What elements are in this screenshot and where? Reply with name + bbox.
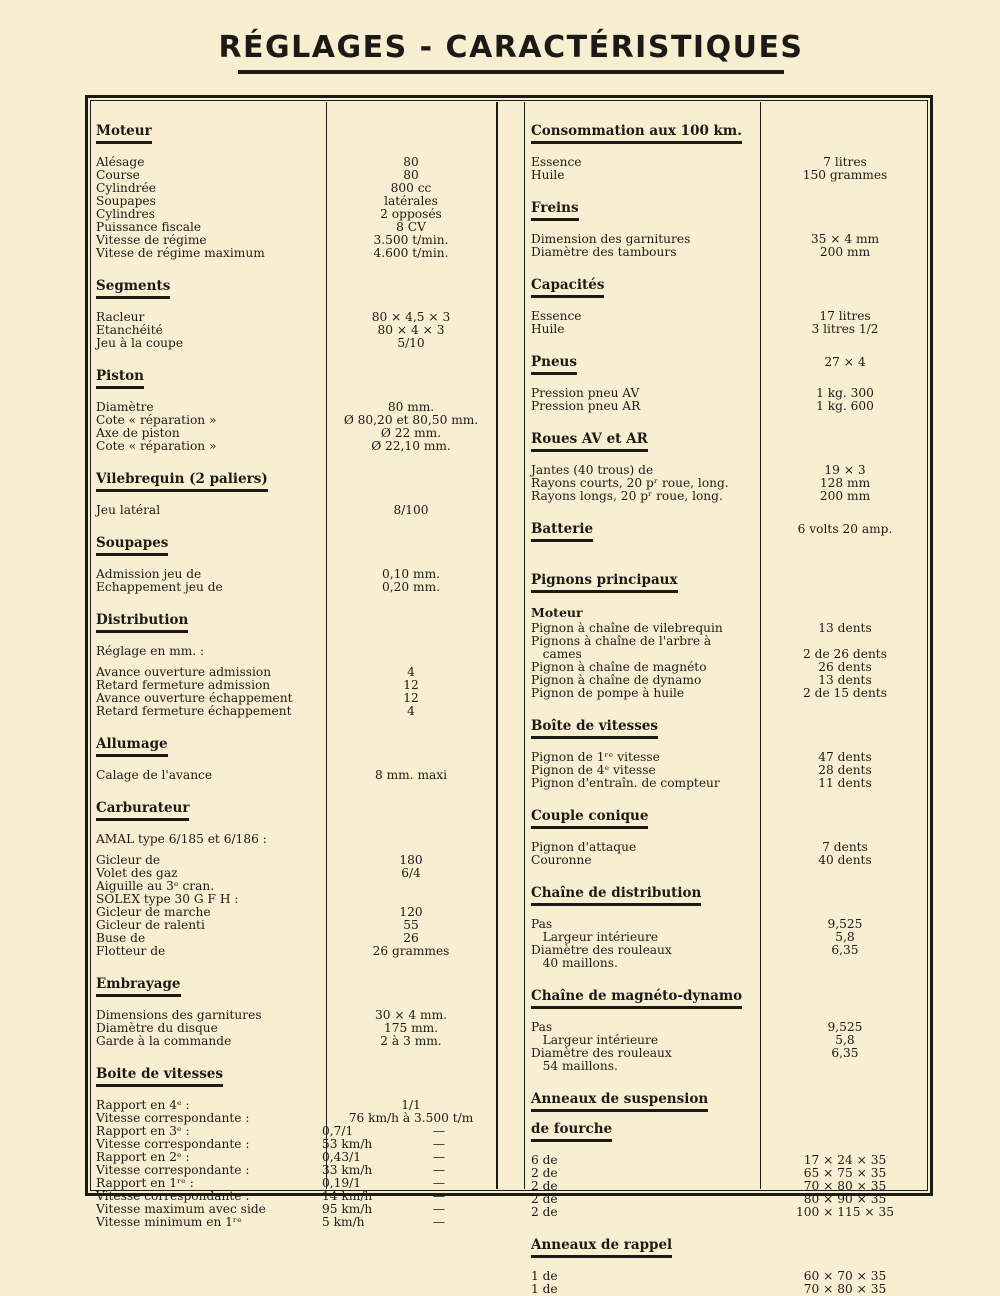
spec-row: [531, 169, 926, 182]
section: [96, 532, 496, 594]
section-heading: Pignons principaux: [531, 571, 678, 593]
spec-label: Pression pneu AV: [531, 386, 640, 400]
spec-label: Puissance fiscale: [96, 220, 202, 234]
section-heading-wrap: [96, 733, 496, 769]
section-rows: [96, 1009, 496, 1048]
spec-row: [96, 919, 496, 932]
section-rows: [531, 464, 926, 503]
section-heading: Boîte de vitesses: [531, 717, 658, 739]
section-heading: Consommation aux 100 km.: [531, 122, 742, 144]
spec-label: 2 de: [531, 1166, 558, 1180]
spec-value: 70 × 80 × 35: [803, 1282, 887, 1296]
section-rows: [531, 387, 926, 413]
spec-value: 30 × 4 mm.: [374, 1008, 448, 1022]
section-rows: [96, 833, 496, 958]
spec-label: Avance ouverture admission: [96, 665, 272, 679]
section-heading-wrap: [531, 715, 926, 751]
spec-value: 80 × 4,5 × 3: [371, 310, 451, 324]
spec-label: Vitesse minimum en 1ʳᵉ: [96, 1215, 242, 1229]
spec-label: Vitesse correspondante :: [96, 1163, 250, 1177]
section-heading-continued: de fourche: [531, 1120, 612, 1142]
section-heading: Distribution: [96, 611, 188, 633]
spec-label: Pignons à chaîne de l'arbre à: [531, 634, 712, 648]
spec-value: 40 dents: [818, 853, 872, 867]
section: [96, 120, 496, 260]
section-rows: [96, 645, 496, 718]
spec-value: 5,8: [835, 1033, 855, 1047]
section-heading: Chaîne de distribution: [531, 884, 701, 906]
spec-value: 2 opposés: [380, 207, 442, 221]
section-rows: [531, 751, 926, 790]
spec-label: Jeu latéral: [96, 503, 161, 517]
spec-label: Flotteur de: [96, 944, 166, 958]
spec-label: Avance ouverture échappement: [96, 691, 293, 705]
spec-label: Essence: [531, 155, 582, 169]
spec-value: 3 litres 1/2: [811, 322, 879, 336]
section-heading: Couple conique: [531, 807, 648, 829]
spec-label: Etanchéité: [96, 323, 163, 337]
spec-label: Cylindres: [96, 207, 155, 221]
spec-label: Soupapes: [96, 194, 156, 208]
spec-row: [531, 854, 926, 867]
spec-value: 175 mm.: [383, 1021, 439, 1035]
spec-row: [96, 1216, 496, 1229]
section: [531, 428, 926, 503]
spec-label: Pignon à chaîne de magnéto: [531, 660, 707, 674]
section-rows: [96, 504, 496, 517]
spec-label: Dimensions des garnitures: [96, 1008, 262, 1022]
spec-label: Dimension des garnitures: [531, 232, 691, 246]
spec-label: Pression pneu AR: [531, 399, 641, 413]
spec-row: [96, 440, 496, 453]
spec-row: [96, 1035, 496, 1048]
spec-label: Diamètre du disque: [96, 1021, 218, 1035]
spec-label: Couronne: [531, 853, 592, 867]
spec-label: AMAL type 6/185 et 6/186 :: [96, 832, 267, 846]
spec-value: 80 mm.: [387, 400, 435, 414]
spec-value: 8/100: [393, 503, 429, 517]
spec-value: 7 litres: [823, 155, 867, 169]
section: [531, 985, 926, 1073]
spec-value: 1/1: [401, 1098, 421, 1112]
section: [96, 973, 496, 1048]
section-heading: Boite de vitesses: [96, 1065, 223, 1087]
left-column: [96, 112, 496, 1229]
section-heading-wrap: [531, 428, 926, 464]
spec-label: Garde à la commande: [96, 1034, 232, 1048]
section-heading-wrap: [531, 569, 926, 605]
spec-label: Diamètre des rouleaux: [531, 1046, 672, 1060]
spec-dash: —: [432, 1163, 446, 1177]
spec-label: Huile: [531, 322, 565, 336]
spec-label: 6 de: [531, 1153, 558, 1167]
section-heading: Allumage: [96, 735, 168, 757]
spec-label: Buse de: [96, 931, 146, 945]
section-heading: Vilebrequin (2 paliers): [96, 470, 268, 492]
spec-label: Pignon de pompe à huile: [531, 686, 685, 700]
spec-label: Cote « réparation »: [96, 413, 217, 427]
spec-value: 0,20 mm.: [382, 580, 440, 594]
spec-value: 1 kg. 600: [816, 399, 874, 413]
spec-label: Cote « réparation »: [96, 439, 217, 453]
section-inline-value: 6 volts 20 amp.: [797, 522, 893, 536]
spec-dash: —: [432, 1202, 446, 1216]
section-rows: [531, 622, 926, 700]
spec-label: Diamètre des rouleaux: [531, 943, 672, 957]
section-rows: [531, 233, 926, 259]
spec-label: Volet des gaz: [96, 866, 178, 880]
spec-row: [531, 246, 926, 259]
spec-label: Pignon à chaîne de dynamo: [531, 673, 702, 687]
section-heading: Segments: [96, 277, 170, 299]
section-heading: Piston: [96, 367, 144, 389]
spec-value: 13 dents: [818, 621, 872, 635]
spec-row: [531, 687, 926, 700]
section-heading-wrap: [96, 120, 496, 156]
spec-value: 95 km/h: [322, 1202, 373, 1216]
spec-label: Vitesse de régime: [96, 233, 207, 247]
spec-label: Cylindrée: [96, 181, 156, 195]
spec-value: 120: [399, 905, 423, 919]
spec-value: 17 litres: [819, 309, 871, 323]
spec-label: Rayons longs, 20 pʳ roue, long.: [531, 489, 723, 503]
spec-row: [96, 833, 496, 846]
spec-value: 80 × 4 × 3: [377, 323, 445, 337]
spec-label: Retard fermeture admission: [96, 678, 271, 692]
section-heading: Soupapes: [96, 534, 168, 556]
spec-row: [96, 337, 496, 350]
section-rows: [531, 1270, 926, 1296]
spec-value: Ø 22 mm.: [380, 426, 442, 440]
spec-row: [531, 400, 926, 413]
spec-label: Réglage en mm. :: [96, 644, 205, 658]
spec-value: 3.500 t/min.: [373, 233, 449, 247]
section: [96, 1063, 496, 1229]
spec-label: 40 maillons.: [531, 956, 618, 970]
section-heading-wrap: [96, 1063, 496, 1099]
spec-value: 60 × 70 × 35: [803, 1269, 887, 1283]
spec-value: 0,10 mm.: [382, 567, 440, 581]
section-subheading: Moteur: [531, 605, 583, 620]
spec-row: [531, 1206, 926, 1219]
section-heading: Anneaux de rappel: [531, 1236, 672, 1258]
spec-value: 8 mm. maxi: [374, 768, 448, 782]
spec-value: 65 × 75 × 35: [803, 1166, 887, 1180]
spec-value: 0,19/1: [322, 1176, 361, 1190]
section: [531, 518, 926, 554]
spec-value: 4: [407, 665, 415, 679]
spec-row: [96, 247, 496, 260]
center-divider: [496, 102, 498, 1189]
spec-dash: —: [432, 1137, 446, 1151]
spec-dash: —: [432, 1189, 446, 1203]
spec-value: 53 km/h: [322, 1137, 373, 1151]
spec-value: 33 km/h: [322, 1163, 373, 1177]
spec-label: Course: [96, 168, 140, 182]
spec-value: 128 mm: [819, 476, 871, 490]
section-heading-wrap: [531, 274, 926, 310]
spec-label: Rapport en 4ᵉ :: [96, 1098, 190, 1112]
spec-row: [96, 705, 496, 718]
spec-value: 35 × 4 mm: [810, 232, 880, 246]
spec-value: 11 dents: [818, 776, 872, 790]
section-heading-wrap: [96, 468, 496, 504]
spec-label: Racleur: [96, 310, 145, 324]
spec-value: 80 × 90 × 35: [803, 1192, 887, 1206]
section-heading: Batterie: [531, 520, 593, 542]
spec-value: 800 cc: [390, 181, 432, 195]
section-heading-wrap: [96, 365, 496, 401]
spec-dash: —: [432, 1150, 446, 1164]
section-heading-wrap: [531, 351, 926, 387]
section-heading-wrap: [531, 805, 926, 841]
section: [531, 274, 926, 336]
spec-label: Jantes (40 trous) de: [531, 463, 654, 477]
spec-label: Pignon d'attaque: [531, 840, 637, 854]
spec-label: Retard fermeture échappement: [96, 704, 292, 718]
spec-label: 2 de: [531, 1179, 558, 1193]
spec-value: 14 km/h: [322, 1189, 373, 1203]
section-inline-value: 27 × 4: [824, 355, 866, 369]
spec-label: Echappement jeu de: [96, 580, 223, 594]
section-heading: Moteur: [96, 122, 152, 144]
spec-value: 70 × 80 × 35: [803, 1179, 887, 1193]
spec-value: 100 × 115 × 35: [796, 1205, 894, 1219]
section-heading-wrap: [531, 1234, 926, 1270]
spec-label: Pignon à chaîne de vilebrequin: [531, 621, 723, 635]
section-heading-wrap: [531, 1088, 926, 1118]
spec-value: 9,525: [827, 917, 863, 931]
spec-value: 17 × 24 × 35: [803, 1153, 887, 1167]
spec-row: [96, 645, 496, 658]
section-heading-wrap: [531, 882, 926, 918]
spec-dash: —: [432, 1124, 446, 1138]
section: [531, 351, 926, 413]
spec-label: Rayons courts, 20 pʳ roue, long.: [531, 476, 729, 490]
section-heading-wrap: [96, 609, 496, 645]
spec-value: 8 CV: [396, 220, 426, 234]
spec-label: Axe de piston: [96, 426, 180, 440]
section-heading-wrap: [96, 973, 496, 1009]
spec-value: 1 kg. 300: [816, 386, 874, 400]
section: [531, 569, 926, 700]
spec-label: Pas: [531, 917, 553, 931]
spec-value: 28 dents: [818, 763, 872, 777]
spec-row: [531, 490, 926, 503]
section: [96, 365, 496, 453]
spec-value: 26 grammes: [372, 944, 450, 958]
spec-row: [96, 169, 496, 182]
section-heading: Anneaux de suspension: [531, 1090, 708, 1112]
right-column: [531, 112, 926, 1296]
spec-row: [96, 769, 496, 782]
section-heading-wrap: [531, 518, 926, 554]
section: [531, 1088, 926, 1219]
section-rows: [531, 156, 926, 182]
spec-value: 47 dents: [818, 750, 872, 764]
spec-label: Largeur intérieure: [531, 1033, 659, 1047]
section: [96, 468, 496, 517]
spec-row: [96, 581, 496, 594]
spec-dash: —: [432, 1215, 446, 1229]
spec-label: Aiguille au 3ᵉ cran.: [96, 879, 215, 893]
spec-label: Rapport en 2ᵉ :: [96, 1150, 190, 1164]
section: [531, 882, 926, 970]
spec-label: 2 de: [531, 1205, 558, 1219]
spec-row: [96, 156, 496, 169]
spec-label: Largeur intérieure: [531, 930, 659, 944]
section: [531, 1234, 926, 1296]
spec-value: 12: [403, 691, 419, 705]
spec-label: Gicleur de marche: [96, 905, 211, 919]
section-heading-wrap: [531, 197, 926, 233]
spec-value: 19 × 3: [824, 463, 866, 477]
section-heading-wrap: [96, 275, 496, 311]
spec-row: [531, 1060, 926, 1073]
section-heading: Chaîne de magnéto-dynamo: [531, 987, 742, 1009]
spec-label: Huile: [531, 168, 565, 182]
spec-value: 12: [403, 678, 419, 692]
spec-value: 2 de 26 dents: [803, 647, 887, 661]
spec-row: [531, 777, 926, 790]
title-underline: [238, 70, 784, 74]
spec-label: Pignon de 4ᵉ vitesse: [531, 763, 656, 777]
section-rows: [531, 841, 926, 867]
spec-label: Vitesse correspondante :: [96, 1189, 250, 1203]
section-heading-wrap: [531, 985, 926, 1021]
spec-value: 80: [403, 168, 419, 182]
spec-label: Vitesse correspondante :: [96, 1111, 250, 1125]
spec-label: SOLEX type 30 G F H :: [96, 892, 239, 906]
section-heading-wrap: [96, 532, 496, 568]
section: [96, 275, 496, 350]
section-rows: [531, 310, 926, 336]
center-divider-inner: [524, 102, 525, 1189]
spec-value: 200 mm: [819, 245, 871, 259]
section-rows: [96, 769, 496, 782]
spec-label: 2 de: [531, 1192, 558, 1206]
spec-value: 180: [399, 853, 423, 867]
section-heading: Embrayage: [96, 975, 181, 997]
spec-value: 5/10: [397, 336, 425, 350]
section-rows: [531, 1021, 926, 1073]
spec-value: 80: [403, 155, 419, 169]
section-heading: Pneus: [531, 353, 577, 375]
section-rows: [96, 311, 496, 350]
spec-value: 7 dents: [822, 840, 868, 854]
section: [96, 733, 496, 782]
spec-label: Diamètre des tambours: [531, 245, 677, 259]
section-rows: [531, 1154, 926, 1219]
spec-row: [531, 1283, 926, 1296]
section: [531, 120, 926, 182]
spec-label: Admission jeu de: [96, 567, 202, 581]
section-rows: [96, 401, 496, 453]
spec-label: Pas: [531, 1020, 553, 1034]
spec-value: 6,35: [831, 1046, 859, 1060]
section-rows: [96, 568, 496, 594]
spec-label: Gicleur de ralenti: [96, 918, 205, 932]
spec-value: 200 mm: [819, 489, 871, 503]
spec-label: Vitesse maximum avec side: [96, 1202, 266, 1216]
section-heading: Freins: [531, 199, 579, 221]
section-heading-wrap: [96, 797, 496, 833]
spec-label: Pignon de 1ʳᵉ vitesse: [531, 750, 660, 764]
spec-value: 55: [403, 918, 419, 932]
spec-value: 150 grammes: [802, 168, 888, 182]
spec-label: Alésage: [96, 155, 145, 169]
spec-value: Ø 80,20 et 80,50 mm.: [343, 413, 479, 427]
spec-row: [531, 1270, 926, 1283]
spec-label: Pignon d'entraîn. de compteur: [531, 776, 720, 790]
spec-value: 9,525: [827, 1020, 863, 1034]
section: [531, 805, 926, 867]
spec-label: Vitesse correspondante :: [96, 1137, 250, 1151]
section-rows: [96, 1099, 496, 1229]
spec-label: Calage de l'avance: [96, 768, 213, 782]
section-heading-wrap: [531, 120, 926, 156]
spec-value: 2 de 15 dents: [803, 686, 887, 700]
section-heading: Carburateur: [96, 799, 189, 821]
spec-value: 4.600 t/min.: [373, 246, 449, 260]
spec-label: Rapport en 3ᵉ :: [96, 1124, 190, 1138]
spec-label: 1 de: [531, 1269, 558, 1283]
section: [96, 797, 496, 958]
spec-value: 4: [407, 704, 415, 718]
spec-value: 2 à 3 mm.: [380, 1034, 442, 1048]
section-rows: [96, 156, 496, 260]
spec-row: [531, 323, 926, 336]
spec-label: Vitese de régime maximum: [96, 246, 265, 260]
spec-value: 0,43/1: [322, 1150, 361, 1164]
section: [531, 715, 926, 790]
section-rows: [531, 918, 926, 970]
spec-label: 54 maillons.: [531, 1059, 618, 1073]
spec-value: latérales: [384, 194, 438, 208]
spec-value: 5 km/h: [322, 1215, 365, 1229]
spec-value: 6,35: [831, 943, 859, 957]
spec-label: 1 de: [531, 1282, 558, 1296]
spec-value: 6/4: [401, 866, 421, 880]
spec-label: Essence: [531, 309, 582, 323]
spec-label: cames: [531, 647, 582, 661]
spec-row: [96, 945, 496, 958]
spec-value: 26: [403, 931, 419, 945]
section-heading: Capacités: [531, 276, 604, 298]
section: [531, 197, 926, 259]
spec-value: Ø 22,10 mm.: [371, 439, 451, 453]
spec-label: Gicleur de: [96, 853, 161, 867]
spec-value: 26 dents: [818, 660, 872, 674]
section-heading: Roues AV et AR: [531, 430, 648, 452]
spec-value: 0,7/1: [322, 1124, 354, 1138]
spec-value: 13 dents: [818, 673, 872, 687]
spec-row: [96, 504, 496, 517]
page-title: RÉGLAGES - CARACTÉRISTIQUES: [218, 30, 804, 65]
spec-label: Rapport en 1ʳᵉ :: [96, 1176, 194, 1190]
spec-value: 5,8: [835, 930, 855, 944]
spec-dash: —: [432, 1176, 446, 1190]
section: [96, 609, 496, 718]
spec-value: 76 km/h à 3.500 t/m: [348, 1111, 474, 1125]
spec-label: Jeu à la coupe: [96, 336, 184, 350]
spec-label: Diamètre: [96, 400, 154, 414]
spec-row: [531, 957, 926, 970]
